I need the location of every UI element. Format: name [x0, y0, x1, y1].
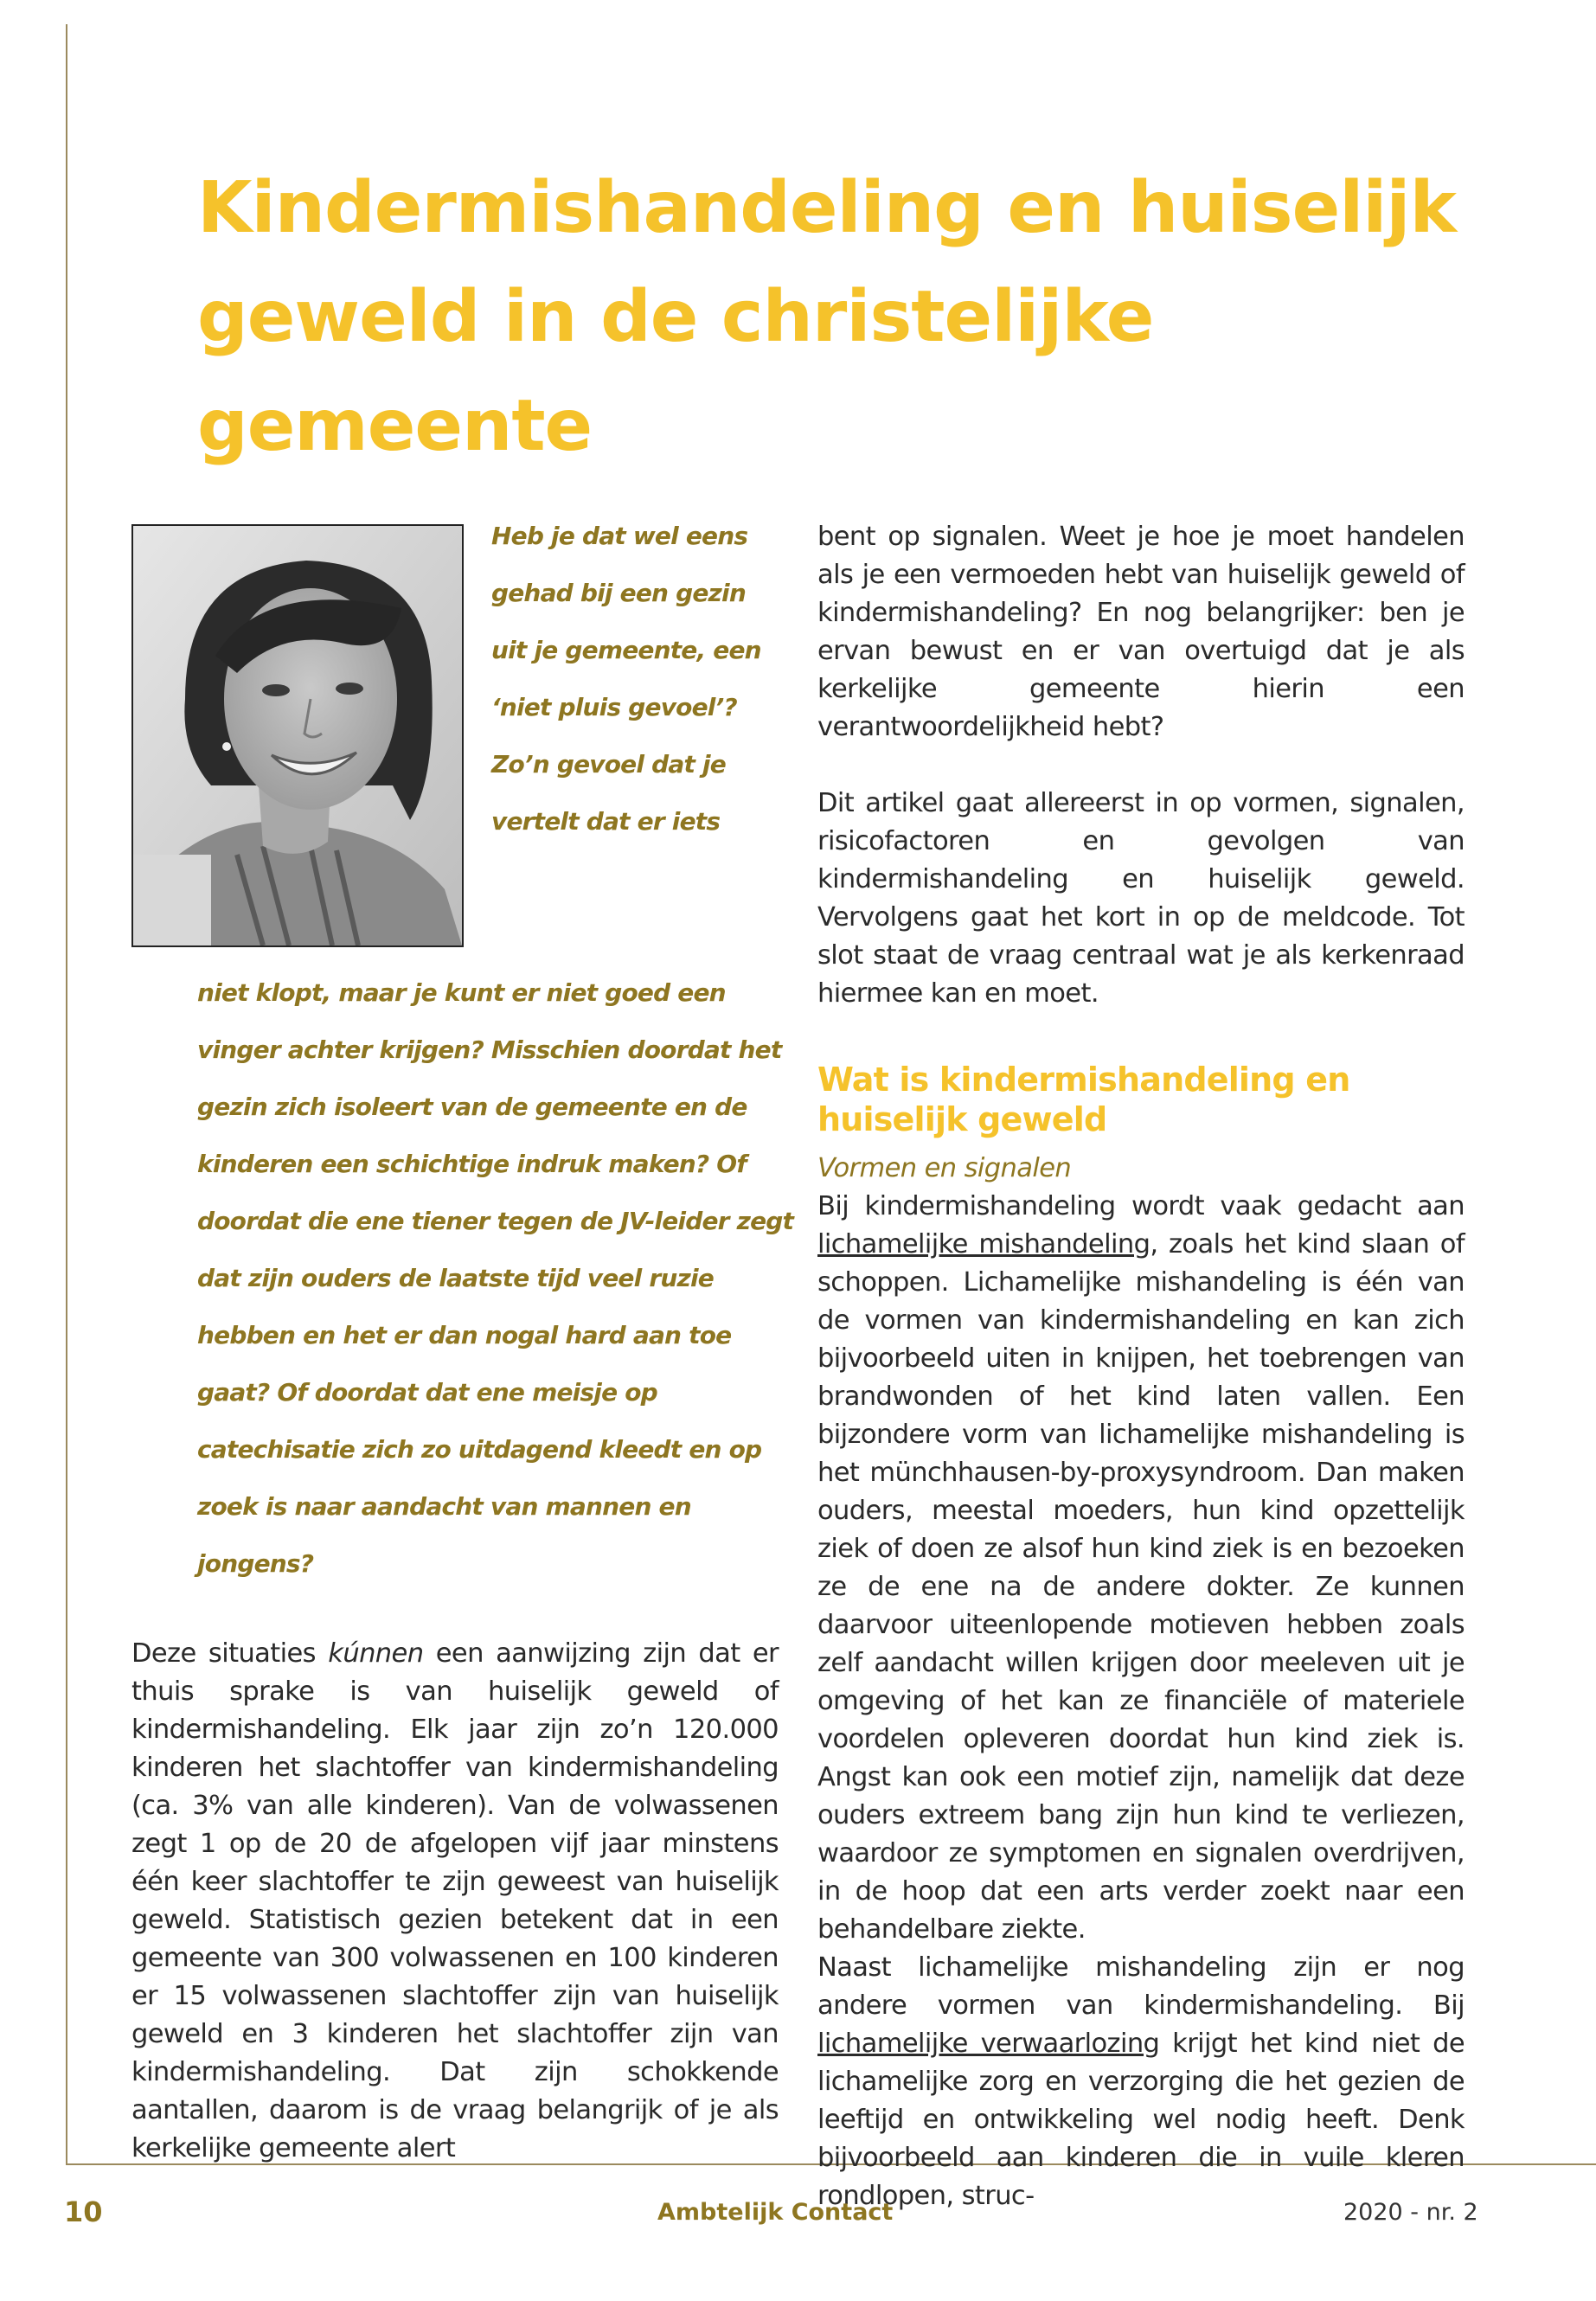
page-number: 10: [64, 2195, 103, 2228]
article-title: Kindermishandeling en huiselijk geweld in de christelijke gemeente: [197, 167, 1457, 467]
issue-number: 2020 - nr. 2: [1343, 2199, 1478, 2226]
subheading: Vormen en signalen: [817, 1153, 1072, 1183]
intro-text-beside-photo: Heb je dat wel eens gehad bij een gezin uit je gemeente, een ‘niet pluis gevoel’? Zo’n gevoel dat je vertelt dat er iets: [491, 522, 761, 836]
body-paragraph: Naast lichamelijke mishandeling zijn er nog andere vormen van kindermishandeling. Bij lichamelijke verwaarlozing krijgt het kind niet de lichamelijke zorg en verzorging die het gezien de leeftijd en ontwikkeling wel nodig heeft. Denk bijvoorbeeld aan kinderen die in vuile kleren rondlopen, struc-: [817, 1952, 1465, 2211]
body-column-left: [131, 1635, 779, 2168]
underlined-term: lichamelijke mishandeling: [817, 1229, 1151, 1259]
body-paragraph: bent op signalen. Weet je hoe je moet handelen als je een vermoeden hebt van huiselijk geweld of kindermishandeling? En nog belangrijker: ben je ervan bewust en er van overtuigd dat je als kerkelijke gemeente hierin een verantwoordelijkheid hebt?: [817, 522, 1465, 742]
underlined-term: lichamelijke verwaarlozing: [817, 2029, 1160, 2059]
body-paragraph: Deze situaties kúnnen een aanwijzing zijn dat er thuis sprake is van huiselijk geweld of kindermishandeling. Elk jaar zijn zo’n 120.000 kinderen het slachtoffer van kindermishandeling (ca. 3% van alle kinderen). Van de volwassenen zegt 1 op de 20 de afgelopen vijf jaar minstens één keer slachtoffer te zijn geweest van huiselijk geweld. Statistisch gezien betekent dat in een gemeente van 300 volwassenen en 100 kinderen er 15 volwassenen slachtoffer zijn van huiselijk geweld en 3 kinderen het slachtoffer zijn van kindermishandeling. Dat zijn schokkende aantallen, daarom is de vraag belangrijk of je als kerkelijke gemeente alert: [131, 1638, 779, 2163]
author-portrait-photo: [131, 524, 464, 947]
left-margin-rule: [66, 24, 67, 2165]
body-paragraph: Dit artikel gaat allereerst in op vormen, signalen, risicofactoren en gevolgen van kindermishandeling en huiselijk geweld. Vervolgens gaat het kort in op de meldcode. Tot slot staat de vraag centraal wat je als kerkenraad hiermee kan en moet.: [817, 788, 1465, 1009]
magazine-name: Ambtelijk Contact: [657, 2199, 894, 2226]
emphasis-text: kúnnen: [328, 1638, 424, 1669]
body-column-right: [817, 518, 1465, 2215]
intro-text-below-photo: niet klopt, maar je kunt er niet goed een vinger achter krijgen? Misschien doordat het gezin zich isoleert van de gemeente en de kinderen een schichtige indruk maken? Of doordat die ene tiener tegen de JV-leider zegt dat zijn ouders de laatste tijd veel ruzie hebben en het er dan nogal hard aan toe gaat? Of doordat dat ene meisje op catechisatie zich zo uitdagend kleedt en op zoek is naar aandacht van mannen en jongens?: [197, 978, 794, 1578]
body-paragraph: Bij kindermishandeling wordt vaak gedacht aan lichamelijke mishandeling, zoals het kind slaan of schoppen. Lichamelijke mishandeling is één van de vormen van kindermishandeling en kan zich bijvoorbeeld uiten in knijpen, het toebrengen van brandwonden of het kind laten vallen. Een bijzondere vorm van lichamelijke mishandeling is het münchhausen-by-proxysyndroom. Dan maken ouders, meestal moeders, hun kind opzettelijk ziek of doen ze alsof hun kind ziek is en bezoeken ze de ene na de andere dokter. Ze kunnen daarvoor uiteenlopende motieven hebben zoals zelf aandacht willen krijgen door meeleven uit je omgeving of het kan ze financiële of materiele voordelen opleveren doordat hun kind ziek is. Angst kan ook een motief zijn, namelijk dat deze ouders extreem bang zijn hun kind te verliezen, waardoor ze symptomen en signalen overdrijven, in de hoop dat een arts verder zoekt naar een behandelbare ziekte.: [817, 1191, 1465, 1945]
section-heading: Wat is kindermishandeling en huiselijk geweld: [817, 1061, 1350, 1138]
